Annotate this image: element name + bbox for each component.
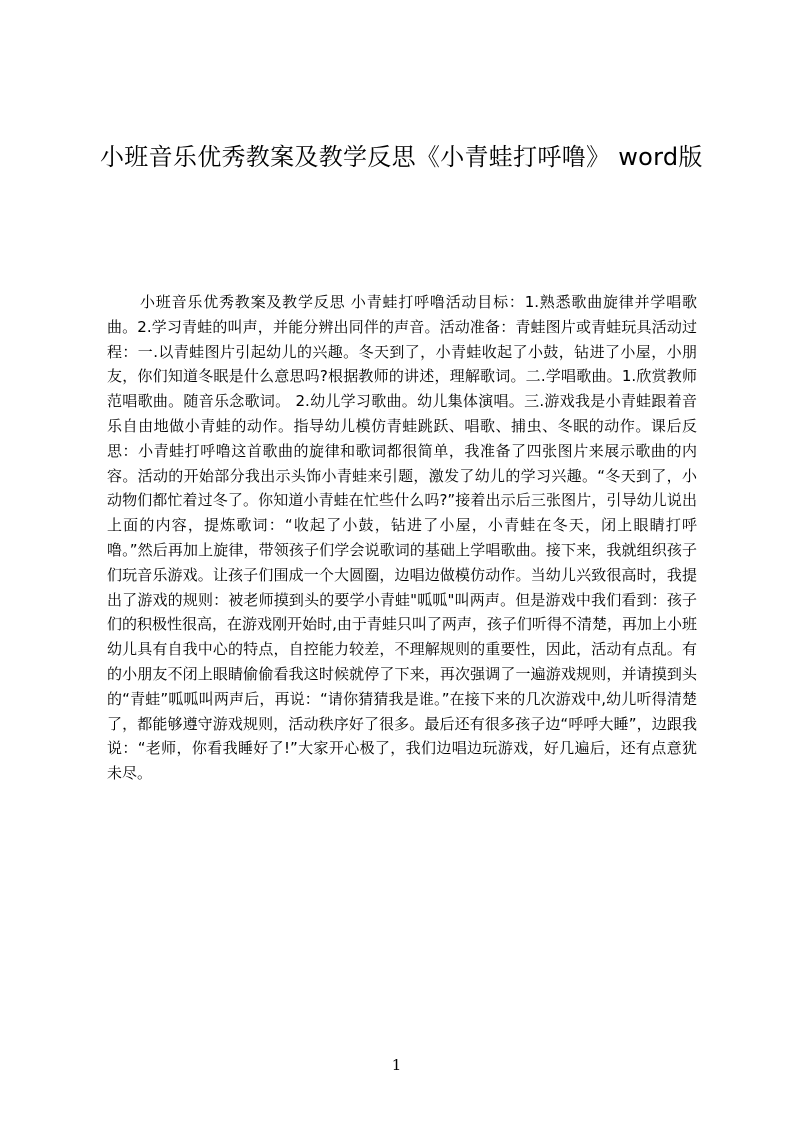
page-number: 1 — [391, 1056, 402, 1074]
document-title: 小班音乐优秀教案及教学反思《小青蛙打呼噜》 word版 — [100, 143, 703, 171]
document-body-paragraph: 小班音乐优秀教案及教学反思 小青蛙打呼噜活动目标：1.熟悉歌曲旋律并学唱歌曲。2.学习青蛙的叫声，并能分辨出同伴的声音。活动准备：青蛙图片或青蛙玩具活动过程：一.以青蛙图片引起幼儿的兴趣。冬天到了，小青蛙收起了小鼓，钻进了小屋，小朋友，你们知道冬眠是什么意思吗?根据教师的讲述，理解歌词。二.学唱歌曲。1.欣赏教师范唱歌曲。随音乐念歌词。 2.幼儿学习歌曲。幼儿集体演唱。三.游戏我是小青蛙跟着音乐自由地做小青蛙的动作。指导幼儿模仿青蛙跳跃、唱歌、捕虫、冬眠的动作。课后反思：小青蛙打呼噜这首歌曲的旋律和歌词都很简单，我准备了四张图片来展示歌曲的内容。活动的开始部分我出示头饰小青蛙来引题，激发了幼儿的学习兴趣。“冬天到了，小动物们都忙着过冬了。你知道小青蛙在忙些什么吗?”接着出示后三张图片，引导幼儿说出上面的内容，提炼歌词：“收起了小鼓，钻进了小屋，小青蛙在冬天，闭上眼睛打呼噜。”然后再加上旋律，带领孩子们学会说歌词的基础上学唱歌曲。接下来，我就组织孩子们玩音乐游戏。让孩子们围成一个大圆圈，边唱边做模仿动作。当幼儿兴致很高时，我提出了游戏的规则：被老师摸到头的要学小青蛙"呱呱"叫两声。但是游戏中我们看到：孩子们的积极性很高，在游戏刚开始时,由于青蛙只叫了两声，孩子们听得不清楚，再加上小班幼儿具有自我中心的特点，自控能力较差，不理解规则的重要性，因此，活动有点乱。有的小朋友不闭上眼睛偷偷看我这时候就停了下来，再次强调了一遍游戏规则，并请摸到头的“青蛙”呱呱叫两声后，再说：“请你猜猜我是谁。”在接下来的几次游戏中,幼儿听得清楚了，都能够遵守游戏规则，活动秩序好了很多。最后还有很多孩子边“呼呼大睡”，边跟我说：“老师，你看我睡好了!”大家开心极了，我们边唱边玩游戏，好几遍后，还有点意犹未尽。 — [107, 293, 697, 783]
